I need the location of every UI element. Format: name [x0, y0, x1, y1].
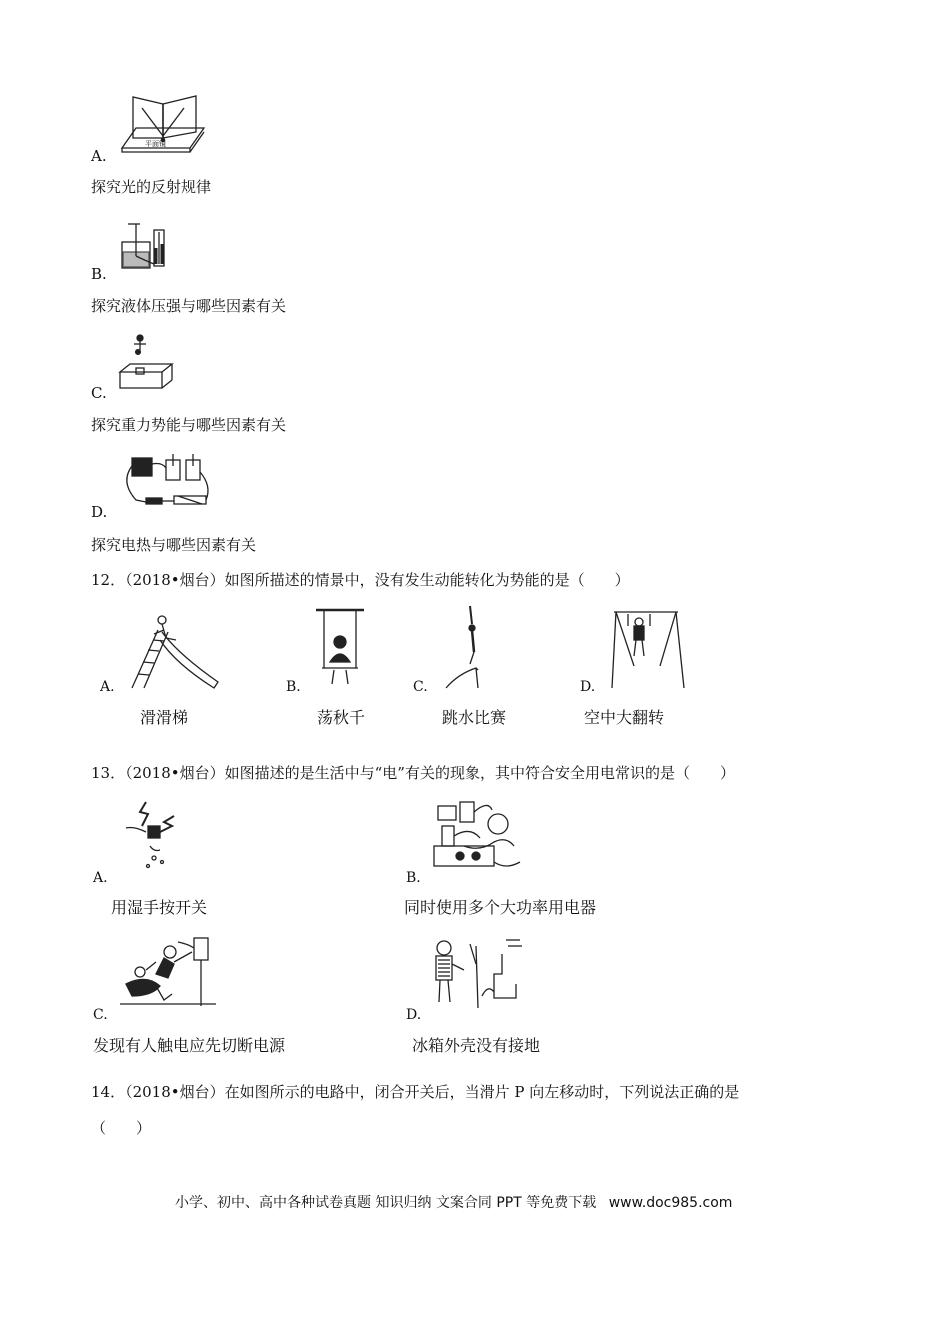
option-letter: B.	[406, 870, 421, 886]
slide-figure	[118, 612, 222, 692]
option-caption: 空中大翻转	[584, 708, 665, 727]
ungrounded-fridge-figure	[432, 934, 532, 1012]
option-caption: 探究液体压强与哪些因素有关	[91, 297, 287, 315]
option-letter: B.	[91, 265, 107, 283]
wet-hand-switch-figure	[120, 796, 190, 872]
option-letter: A.	[93, 870, 108, 886]
option-caption: 冰箱外壳没有接地	[412, 1036, 541, 1055]
diving-figure	[444, 604, 500, 690]
overloaded-socket-figure	[430, 796, 526, 876]
footer-url[interactable]: www.doc985.com	[608, 1195, 733, 1211]
mirror-reflection-figure	[118, 92, 208, 158]
option-letter: B.	[286, 679, 301, 695]
option-caption: 滑滑梯	[140, 708, 189, 727]
option-letter: A.	[91, 147, 107, 165]
page-footer	[175, 1192, 732, 1212]
swing-figure	[312, 606, 368, 690]
question-13-stem: 13．（2018•烟台）如图描述的是生活中与“电”有关的现象，其中符合安全用电常识的是（ ）	[91, 764, 735, 782]
footer-text: 小学、初中、高中各种试卷真题 知识归纳 文案合同 PPT 等免费下载	[175, 1195, 597, 1211]
option-letter: C.	[91, 384, 107, 402]
option-caption: 探究光的反射规律	[91, 178, 212, 196]
option-letter: D.	[91, 503, 108, 521]
mirror-label: 平面镜	[145, 140, 166, 148]
potential-energy-figure	[116, 332, 176, 390]
option-letter: C.	[93, 1007, 108, 1023]
electric-heat-figure	[116, 452, 214, 510]
option-letter: A.	[100, 679, 115, 695]
cut-power-rescue-figure	[116, 934, 220, 1008]
question-14-answer-bracket: （ ）	[91, 1119, 152, 1137]
option-caption: 探究重力势能与哪些因素有关	[91, 416, 287, 434]
liquid-pressure-figure	[118, 220, 174, 270]
option-letter: C.	[413, 679, 428, 695]
option-caption: 用湿手按开关	[111, 898, 208, 917]
question-12-stem: 12．（2018•烟台）如图所描述的情景中，没有发生动能转化为势能的是（ ）	[91, 571, 630, 589]
option-caption: 同时使用多个大功率用电器	[404, 898, 597, 917]
question-14-stem: 14．（2018•烟台）在如图所示的电路中，闭合开关后，当滑片 P 向左移动时，下列说法正确的是	[91, 1083, 740, 1101]
gymnastics-figure	[604, 606, 690, 690]
option-caption: 跳水比赛	[442, 708, 507, 727]
option-letter: D.	[580, 679, 596, 695]
option-caption: 探究电热与哪些因素有关	[91, 536, 257, 554]
option-caption: 荡秋千	[317, 708, 366, 727]
option-letter: D.	[406, 1007, 422, 1023]
option-caption: 发现有人触电应先切断电源	[93, 1036, 286, 1055]
